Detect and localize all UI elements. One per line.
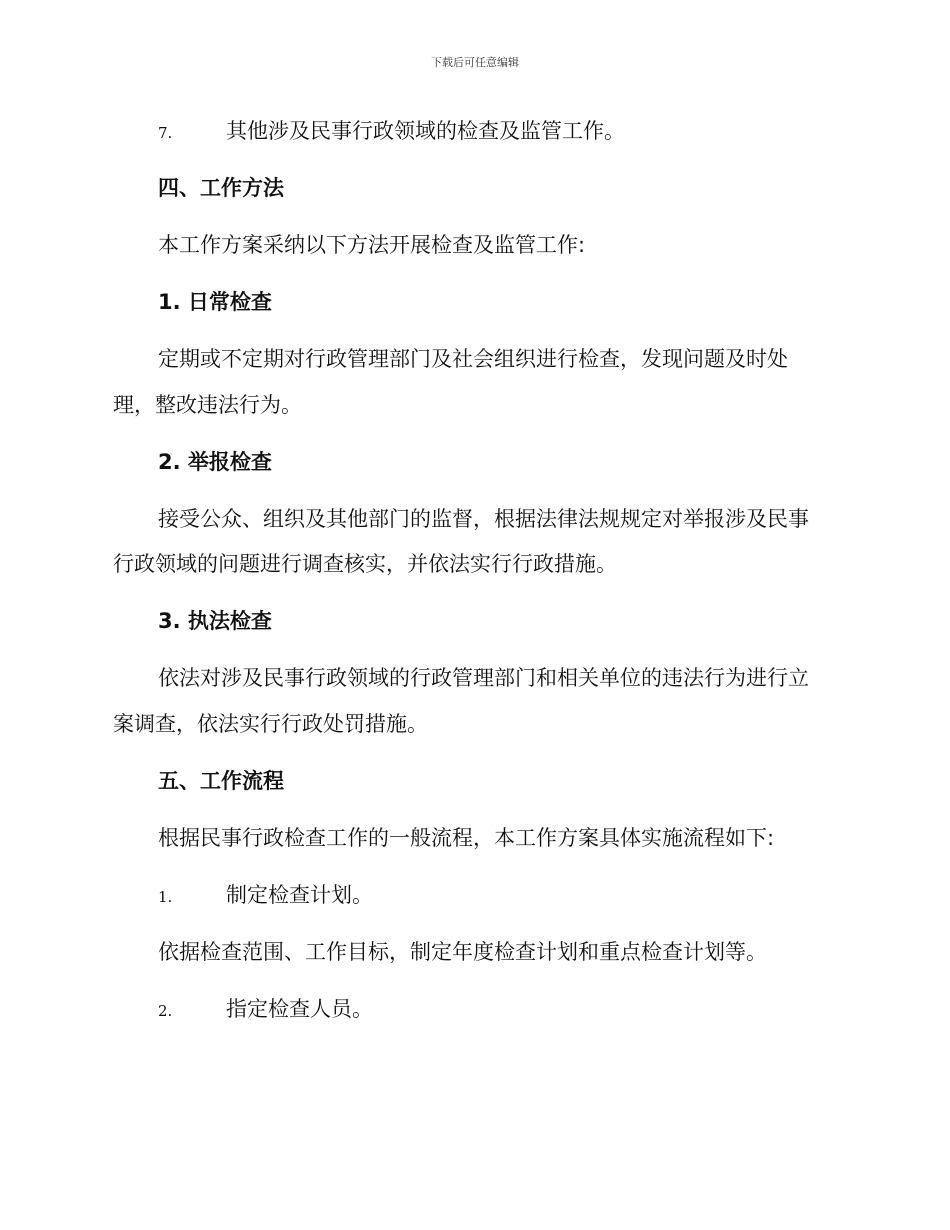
paragraph-step-1-detail: 依据检查范围、工作目标，制定年度检查计划和重点检查计划等。 [158, 940, 767, 964]
list-text: 制定检查计划。 [226, 883, 373, 907]
section-heading-5: 五、工作流程 [158, 769, 284, 793]
paragraph-line: 理，整改违法行为。 [113, 393, 302, 417]
paragraph-line: 依法对涉及民事行政领域的行政管理部门和相关单位的违法行为进行立 [158, 666, 809, 690]
subheading-method-3: 3. 执法检查 [158, 609, 272, 633]
paragraph-line: 定期或不定期对行政管理部门及社会组织进行检查，发现问题及时处 [158, 347, 788, 371]
paragraph-intro-5: 根据民事行政检查工作的一般流程，本工作方案具体实施流程如下: [158, 826, 775, 850]
paragraph-line: 接受公众、组织及其他部门的监督，根据法律法规规定对举报涉及民事 [158, 507, 809, 531]
list-number: 1. [158, 888, 173, 906]
subheading-method-2: 2. 举报检查 [158, 450, 272, 474]
list-number: 2. [158, 1002, 173, 1020]
paragraph-line: 案调查，依法实行行政处罚措施。 [113, 712, 428, 736]
list-item-7 [158, 117, 625, 147]
paragraph-intro-4: 本工作方案采纳以下方法开展检查及监管工作: [158, 233, 586, 257]
list-number: 7. [158, 124, 173, 142]
paragraph-line: 行政领域的问题进行调查核实，并依法实行行政措施。 [113, 552, 617, 576]
list-item-step-2 [158, 995, 373, 1025]
list-text: 其他涉及民事行政领域的检查及监管工作。 [226, 119, 625, 143]
section-heading-4: 四、工作方法 [158, 176, 284, 200]
list-text: 指定检查人员。 [226, 997, 373, 1021]
list-item-step-1 [158, 881, 373, 911]
subheading-method-1: 1. 日常检查 [158, 290, 272, 314]
page-header: 下载后可任意编辑 [431, 56, 519, 69]
